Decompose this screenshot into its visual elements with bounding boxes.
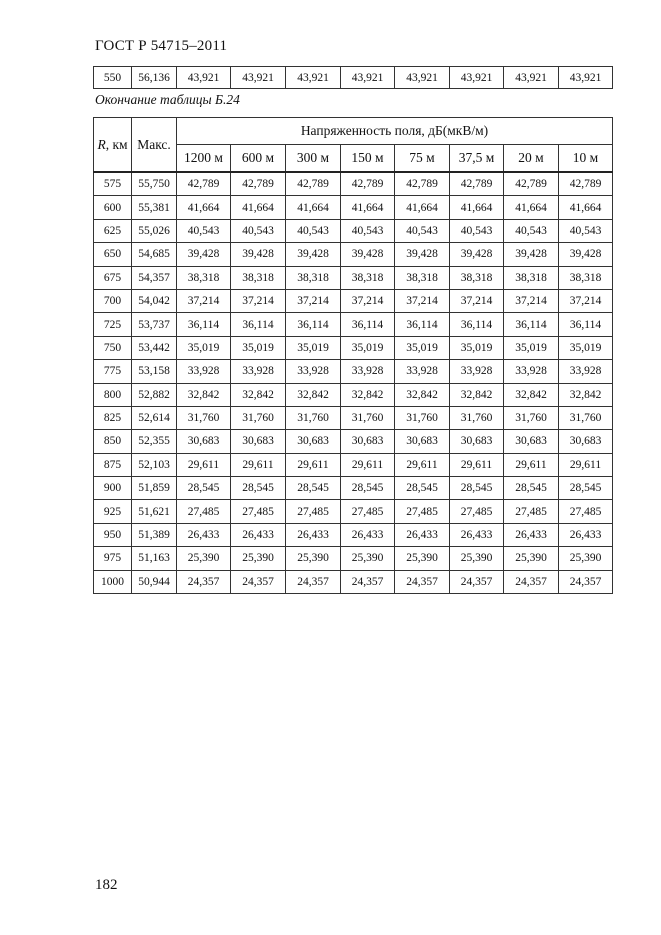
table-cell: 43,921 <box>286 67 341 89</box>
table-cell: 33,928 <box>231 360 286 383</box>
table-cell: 1000 <box>94 570 132 593</box>
table-cell: 625 <box>94 219 132 242</box>
table-cell: 55,381 <box>132 196 177 219</box>
table-cell: 24,357 <box>286 570 341 593</box>
table-cell: 40,543 <box>559 219 613 242</box>
table-cell: 41,664 <box>395 196 450 219</box>
table-row <box>94 383 613 406</box>
table-cell: 33,928 <box>341 360 395 383</box>
table-row <box>94 547 613 570</box>
table-cell: 26,433 <box>286 523 341 546</box>
table-cell: 38,318 <box>504 266 559 289</box>
table-cell: 29,611 <box>395 453 450 476</box>
table-row <box>94 406 613 429</box>
column-header-max: Макс. <box>132 118 177 173</box>
table-cell: 42,789 <box>341 172 395 196</box>
table-cell: 28,545 <box>559 477 613 500</box>
table-cell: 39,428 <box>286 243 341 266</box>
table-cell: 825 <box>94 406 132 429</box>
table-cell: 36,114 <box>504 313 559 336</box>
field-strength-table <box>93 117 613 594</box>
table-cell: 27,485 <box>341 500 395 523</box>
previous-table-last-row <box>93 66 613 89</box>
table-cell: 775 <box>94 360 132 383</box>
table-cell: 39,428 <box>559 243 613 266</box>
table-cell: 24,357 <box>450 570 504 593</box>
table-cell: 40,543 <box>341 219 395 242</box>
column-header-height: 75 м <box>395 145 450 173</box>
table-cell: 24,357 <box>177 570 231 593</box>
table-cell: 800 <box>94 383 132 406</box>
column-header-height: 10 м <box>559 145 613 173</box>
table-cell: 33,928 <box>395 360 450 383</box>
table-cell: 37,214 <box>341 289 395 312</box>
table-cell: 42,789 <box>450 172 504 196</box>
table-cell: 37,214 <box>231 289 286 312</box>
table-cell: 42,789 <box>177 172 231 196</box>
table-cell: 42,789 <box>504 172 559 196</box>
table-cell: 29,611 <box>450 453 504 476</box>
table-cell: 33,928 <box>286 360 341 383</box>
table-cell: 40,543 <box>395 219 450 242</box>
table-row <box>94 67 613 89</box>
table-cell: 26,433 <box>450 523 504 546</box>
table-cell: 38,318 <box>559 266 613 289</box>
page-number: 182 <box>95 877 118 893</box>
table-cell: 51,621 <box>132 500 177 523</box>
table-cell: 28,545 <box>231 477 286 500</box>
table-cell: 35,019 <box>450 336 504 359</box>
table-cell: 31,760 <box>504 406 559 429</box>
table-cell: 35,019 <box>559 336 613 359</box>
table-cell: 35,019 <box>504 336 559 359</box>
table-cell: 28,545 <box>504 477 559 500</box>
table-cell: 26,433 <box>395 523 450 546</box>
table-row <box>94 500 613 523</box>
table-cell: 39,428 <box>450 243 504 266</box>
table-cell: 54,357 <box>132 266 177 289</box>
column-header-height: 600 м <box>231 145 286 173</box>
table-cell: 43,921 <box>450 67 504 89</box>
table-cell: 31,760 <box>395 406 450 429</box>
table-cell: 25,390 <box>559 547 613 570</box>
table-row <box>94 172 613 196</box>
table-cell: 24,357 <box>231 570 286 593</box>
table-cell: 38,318 <box>231 266 286 289</box>
table-cell: 35,019 <box>231 336 286 359</box>
table-cell: 36,114 <box>231 313 286 336</box>
table-cell: 28,545 <box>450 477 504 500</box>
table-cell: 29,611 <box>177 453 231 476</box>
table-cell: 31,760 <box>286 406 341 429</box>
table-cell: 700 <box>94 289 132 312</box>
table-cell: 925 <box>94 500 132 523</box>
table-cell: 33,928 <box>177 360 231 383</box>
table-cell: 575 <box>94 172 132 196</box>
column-group-header: Напряженность поля, дБ(мкВ/м) <box>177 118 613 145</box>
table-cell: 25,390 <box>341 547 395 570</box>
table-cell: 27,485 <box>395 500 450 523</box>
table-row <box>94 570 613 593</box>
table-cell: 25,390 <box>177 547 231 570</box>
table-row <box>94 336 613 359</box>
table-cell: 31,760 <box>559 406 613 429</box>
table-cell: 39,428 <box>395 243 450 266</box>
table-cell: 42,789 <box>395 172 450 196</box>
table-cell: 28,545 <box>177 477 231 500</box>
table-row <box>94 477 613 500</box>
table-cell: 25,390 <box>504 547 559 570</box>
table-cell: 24,357 <box>504 570 559 593</box>
table-cell: 41,664 <box>450 196 504 219</box>
table-cell: 25,390 <box>450 547 504 570</box>
table-cell: 32,842 <box>395 383 450 406</box>
column-header-distance: R, км <box>94 118 132 173</box>
table-cell: 32,842 <box>559 383 613 406</box>
table-cell: 51,163 <box>132 547 177 570</box>
table-cell: 40,543 <box>450 219 504 242</box>
table-cell: 30,683 <box>177 430 231 453</box>
table-cell: 41,664 <box>341 196 395 219</box>
table-cell: 40,543 <box>231 219 286 242</box>
table-cell: 37,214 <box>177 289 231 312</box>
table-cell: 30,683 <box>231 430 286 453</box>
table-cell: 25,390 <box>286 547 341 570</box>
table-cell: 26,433 <box>177 523 231 546</box>
table-cell: 50,944 <box>132 570 177 593</box>
table-cell: 51,859 <box>132 477 177 500</box>
table-cell: 26,433 <box>341 523 395 546</box>
column-header-height: 20 м <box>504 145 559 173</box>
table-cell: 24,357 <box>341 570 395 593</box>
table-row <box>94 266 613 289</box>
table-cell: 51,389 <box>132 523 177 546</box>
table-cell: 650 <box>94 243 132 266</box>
table-cell: 29,611 <box>231 453 286 476</box>
table-cell: 41,664 <box>177 196 231 219</box>
table-cell: 975 <box>94 547 132 570</box>
table-cell: 28,545 <box>395 477 450 500</box>
table-cell: 37,214 <box>395 289 450 312</box>
table-cell: 27,485 <box>231 500 286 523</box>
table-row <box>94 219 613 242</box>
table-cell: 950 <box>94 523 132 546</box>
table-cell: 40,543 <box>504 219 559 242</box>
table-cell: 36,114 <box>450 313 504 336</box>
table-cell: 32,842 <box>504 383 559 406</box>
table-cell: 40,543 <box>177 219 231 242</box>
table-cell: 43,921 <box>231 67 286 89</box>
table-cell: 54,042 <box>132 289 177 312</box>
table-cell: 31,760 <box>450 406 504 429</box>
table-cell: 750 <box>94 336 132 359</box>
table-cell: 41,664 <box>286 196 341 219</box>
column-header-height: 37,5 м <box>450 145 504 173</box>
table-cell: 36,114 <box>177 313 231 336</box>
table-row <box>94 360 613 383</box>
table-row <box>94 430 613 453</box>
table-cell: 43,921 <box>559 67 613 89</box>
table-cell: 43,921 <box>341 67 395 89</box>
table-cell: 25,390 <box>231 547 286 570</box>
table-cell: 26,433 <box>559 523 613 546</box>
table-cell: 24,357 <box>559 570 613 593</box>
table-cell: 39,428 <box>504 243 559 266</box>
table-cell: 35,019 <box>286 336 341 359</box>
document-header: ГОСТ Р 54715–2011 <box>95 38 228 54</box>
table-cell: 27,485 <box>559 500 613 523</box>
table-cell: 56,136 <box>132 67 177 89</box>
table-cell: 30,683 <box>286 430 341 453</box>
table-cell: 55,750 <box>132 172 177 196</box>
table-cell: 39,428 <box>177 243 231 266</box>
table-cell: 31,760 <box>177 406 231 429</box>
table-cell: 36,114 <box>559 313 613 336</box>
table-cell: 26,433 <box>504 523 559 546</box>
table-cell: 37,214 <box>286 289 341 312</box>
table-cell: 55,026 <box>132 219 177 242</box>
table-cell: 53,442 <box>132 336 177 359</box>
table-cell: 54,685 <box>132 243 177 266</box>
table-cell: 30,683 <box>450 430 504 453</box>
table-cell: 52,103 <box>132 453 177 476</box>
column-header-height: 1200 м <box>177 145 231 173</box>
table-cell: 43,921 <box>395 67 450 89</box>
table-cell: 31,760 <box>341 406 395 429</box>
table-cell: 36,114 <box>341 313 395 336</box>
table-caption: Окончание таблицы Б.24 <box>95 92 240 107</box>
table-cell: 38,318 <box>286 266 341 289</box>
table-cell: 53,158 <box>132 360 177 383</box>
table-cell: 27,485 <box>177 500 231 523</box>
table-cell: 35,019 <box>177 336 231 359</box>
table-row <box>94 453 613 476</box>
table-cell: 37,214 <box>504 289 559 312</box>
table-cell: 38,318 <box>450 266 504 289</box>
column-header-height: 150 м <box>341 145 395 173</box>
table-cell: 33,928 <box>504 360 559 383</box>
table-cell: 52,882 <box>132 383 177 406</box>
table-cell: 600 <box>94 196 132 219</box>
table-row <box>94 289 613 312</box>
table-cell: 37,214 <box>450 289 504 312</box>
table-cell: 41,664 <box>231 196 286 219</box>
table-cell: 38,318 <box>341 266 395 289</box>
table-cell: 43,921 <box>177 67 231 89</box>
table-cell: 32,842 <box>286 383 341 406</box>
table-cell: 35,019 <box>395 336 450 359</box>
table-cell: 29,611 <box>286 453 341 476</box>
table-cell: 37,214 <box>559 289 613 312</box>
table-cell: 38,318 <box>395 266 450 289</box>
table-cell: 33,928 <box>559 360 613 383</box>
table-cell: 40,543 <box>286 219 341 242</box>
table-cell: 36,114 <box>286 313 341 336</box>
table-row <box>94 313 613 336</box>
table-cell: 31,760 <box>231 406 286 429</box>
table-cell: 53,737 <box>132 313 177 336</box>
table-cell: 32,842 <box>177 383 231 406</box>
table-cell: 52,614 <box>132 406 177 429</box>
table-cell: 41,664 <box>504 196 559 219</box>
table-cell: 52,355 <box>132 430 177 453</box>
table-cell: 550 <box>94 67 132 89</box>
table-cell: 42,789 <box>559 172 613 196</box>
table-cell: 30,683 <box>559 430 613 453</box>
table-cell: 39,428 <box>341 243 395 266</box>
table-cell: 28,545 <box>286 477 341 500</box>
table-cell: 29,611 <box>504 453 559 476</box>
table-cell: 33,928 <box>450 360 504 383</box>
table-cell: 29,611 <box>341 453 395 476</box>
table-cell: 32,842 <box>450 383 504 406</box>
table-cell: 36,114 <box>395 313 450 336</box>
table-row <box>94 243 613 266</box>
table-row <box>94 196 613 219</box>
table-cell: 38,318 <box>177 266 231 289</box>
table-cell: 30,683 <box>504 430 559 453</box>
table-cell: 41,664 <box>559 196 613 219</box>
table-cell: 25,390 <box>395 547 450 570</box>
table-cell: 42,789 <box>231 172 286 196</box>
table-cell: 27,485 <box>450 500 504 523</box>
table-cell: 725 <box>94 313 132 336</box>
table-cell: 27,485 <box>504 500 559 523</box>
table-cell: 39,428 <box>231 243 286 266</box>
table-cell: 32,842 <box>231 383 286 406</box>
column-header-height: 300 м <box>286 145 341 173</box>
table-cell: 28,545 <box>341 477 395 500</box>
table-cell: 30,683 <box>341 430 395 453</box>
table-cell: 42,789 <box>286 172 341 196</box>
table-cell: 30,683 <box>395 430 450 453</box>
table-cell: 35,019 <box>341 336 395 359</box>
table-cell: 875 <box>94 453 132 476</box>
table-cell: 24,357 <box>395 570 450 593</box>
table-cell: 26,433 <box>231 523 286 546</box>
table-row <box>94 523 613 546</box>
table-cell: 43,921 <box>504 67 559 89</box>
table-cell: 29,611 <box>559 453 613 476</box>
table-cell: 27,485 <box>286 500 341 523</box>
table-cell: 32,842 <box>341 383 395 406</box>
table-cell: 675 <box>94 266 132 289</box>
table-cell: 850 <box>94 430 132 453</box>
table-cell: 900 <box>94 477 132 500</box>
